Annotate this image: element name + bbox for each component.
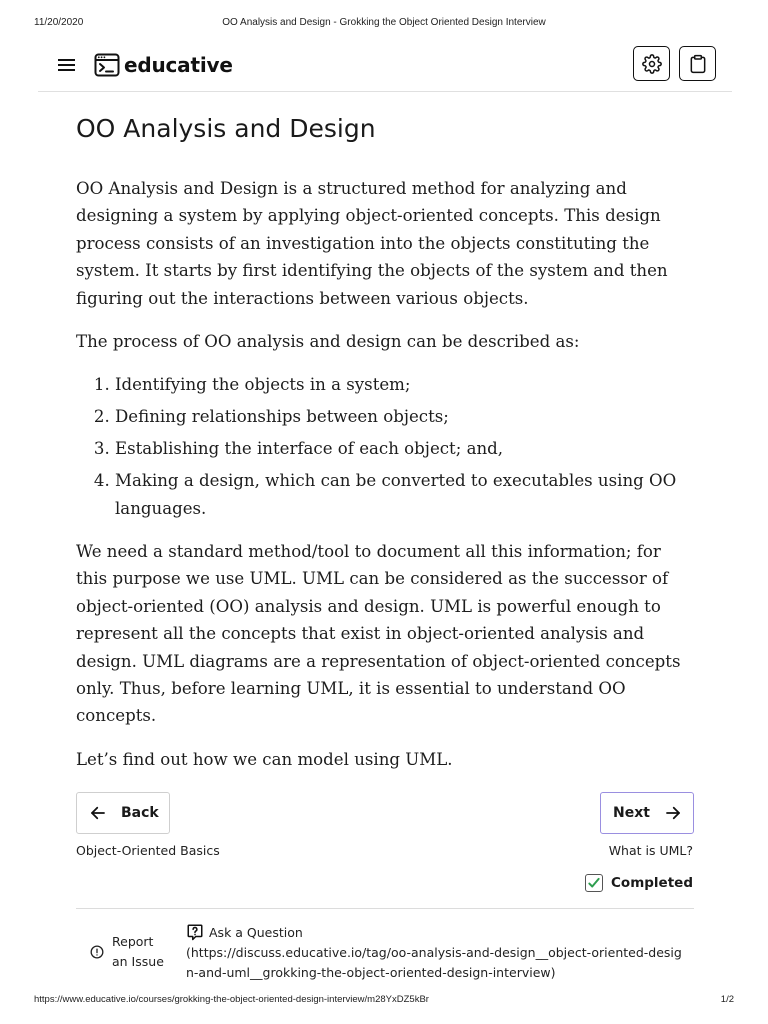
print-date: 11/20/2020 bbox=[34, 17, 84, 28]
print-header bbox=[34, 17, 734, 31]
print-page-url: https://www.educative.io/courses/grokking-the-object-oriented-design-interview/m28YxDZ5kBr bbox=[34, 994, 429, 1005]
next-lesson-link[interactable]: What is UML? bbox=[608, 843, 693, 858]
ask-question-link[interactable] bbox=[186, 921, 686, 983]
info-circle-icon bbox=[90, 945, 104, 959]
hamburger-menu-icon[interactable] bbox=[56, 54, 78, 76]
top-navigation-bar bbox=[38, 44, 732, 92]
gear-icon bbox=[642, 54, 662, 74]
settings-button[interactable] bbox=[633, 46, 670, 81]
completed-checkbox[interactable] bbox=[585, 874, 603, 892]
completed-label: Completed bbox=[611, 875, 693, 891]
report-line-2: an Issue bbox=[112, 954, 164, 969]
list-item: 2. Defining relationships between objects; bbox=[115, 403, 696, 430]
process-intro-paragraph: The process of OO analysis and design can be described as: bbox=[76, 332, 580, 352]
process-steps-list bbox=[115, 371, 696, 522]
article-body bbox=[76, 175, 696, 789]
arrow-left-icon bbox=[89, 804, 107, 822]
back-button[interactable] bbox=[76, 792, 170, 834]
logo-text: educative bbox=[124, 53, 233, 77]
list-item: 4. Making a design, which can be converted to executables using OO languages. bbox=[115, 467, 696, 522]
report-issue-link[interactable] bbox=[90, 932, 164, 972]
intro-paragraph: OO Analysis and Design is a structured method for analyzing and designing a system by applying object-oriented concepts. This design process consists of an investigation into the objects constituting the system. It starts by first identifying the objects of the system and then figuring out the interactions between various objects. bbox=[76, 179, 668, 308]
next-button-label: Next bbox=[613, 805, 650, 821]
terminal-logo-icon bbox=[94, 52, 120, 78]
report-issue-text bbox=[112, 932, 164, 972]
list-item: 1. Identifying the objects in a system; bbox=[115, 371, 696, 398]
list-item: 3. Establishing the interface of each object; and, bbox=[115, 435, 696, 462]
uml-paragraph: We need a standard method/tool to document all this information; for this purpose we use UML. UML can be considered as the successor of object-oriented (OO) analysis and design. UML is powerful enough to represent all the concepts that exist in object-oriented analysis and design. UML diagrams are a representation of object-oriented concepts only. Thus, before learning UML, it is essential to understand OO concepts. bbox=[76, 541, 681, 726]
print-footer bbox=[34, 994, 734, 1008]
previous-lesson-link[interactable]: Object-Oriented Basics bbox=[76, 843, 220, 858]
print-page-number: 1/2 bbox=[720, 994, 734, 1005]
page-title: OO Analysis and Design bbox=[76, 114, 376, 143]
educative-logo[interactable] bbox=[94, 51, 233, 79]
checkmark-icon bbox=[587, 876, 601, 890]
print-document-title: OO Analysis and Design - Grokking the Object Oriented Design Interview bbox=[222, 17, 546, 28]
report-line-1: Report bbox=[112, 934, 154, 949]
question-bubble-icon bbox=[186, 923, 204, 941]
back-button-label: Back bbox=[121, 805, 159, 821]
closing-paragraph: Let’s find out how we can model using UML. bbox=[76, 749, 453, 769]
completed-toggle[interactable] bbox=[585, 874, 693, 892]
ask-question-url: (https://discuss.educative.io/tag/oo-analysis-and-design__object-oriented-design-and-uml__grokking-the-object-oriented-design-interview) bbox=[186, 945, 682, 980]
arrow-right-icon bbox=[664, 804, 682, 822]
next-button[interactable] bbox=[600, 792, 694, 834]
clipboard-icon bbox=[688, 54, 708, 74]
footer-divider bbox=[76, 908, 694, 909]
clipboard-button[interactable] bbox=[679, 46, 716, 81]
ask-question-label: Ask a Question bbox=[209, 924, 303, 940]
